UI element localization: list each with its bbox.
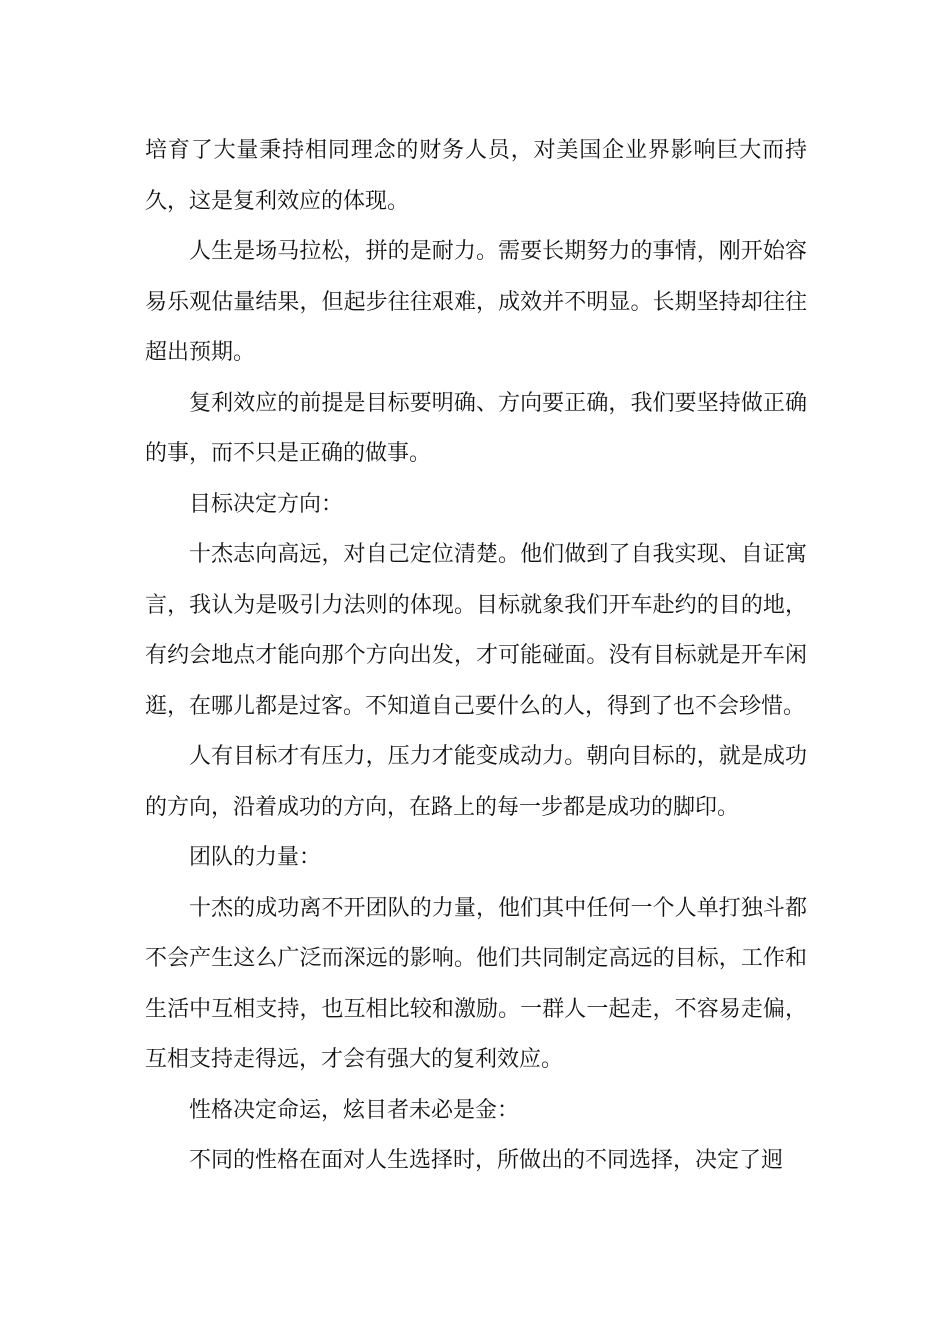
paragraph-continued: 培育了大量秉持相同理念的财务人员，对美国企业界影响巨大而持久，这是复利效应的体现。 xyxy=(145,138,807,214)
paragraph-marathon: 人生是场马拉松，拼的是耐力。需要长期努力的事情，刚开始容易乐观估量结果，但起步往往艰难，成效并不明显。长期坚持却往往超出预期。 xyxy=(145,239,807,365)
paragraph-team-success: 十杰的成功离不开团队的力量，他们其中任何一个人单打独斗都不会产生这么广泛而深远的影响。他们共同制定高远的目标，工作和生活中互相支持，也互相比较和激励。一群人一起走，不容易走偏，互相支持走得远，才会有强大的复利效应。 xyxy=(145,895,807,1072)
section-heading-team-power: 团队的力量： xyxy=(189,845,322,870)
section-heading-character-fate: 性格决定命运，炫目者未必是金： xyxy=(189,1097,520,1123)
paragraph-character-choices: 不同的性格在面对人生选择时，所做出的不同选择，决定了迥 xyxy=(189,1148,784,1173)
section-heading-goal-direction: 目标决定方向： xyxy=(189,491,344,517)
document-body xyxy=(145,126,807,1187)
paragraph-compound-premise: 复利效应的前提是目标要明确、方向要正确，我们要坚持做正确的事，而不只是正确的做事。 xyxy=(145,390,807,466)
paragraph-pressure-motivation: 人有目标才有压力，压力才能变成动力。朝向目标的，就是成功的方向，沿着成功的方向，在路上的每一步都是成功的脚印。 xyxy=(145,744,807,820)
paragraph-ten-talents-goals: 十杰志向高远，对自己定位清楚。他们做到了自我实现、自证寓言，我认为是吸引力法则的体现。目标就象我们开车赴约的目的地，有约会地点才能向那个方向出发，才可能碰面。没有目标就是开车闲逛，在哪儿都是过客。不知道自己要什么的人，得到了也不会珍惜。 xyxy=(145,542,807,719)
